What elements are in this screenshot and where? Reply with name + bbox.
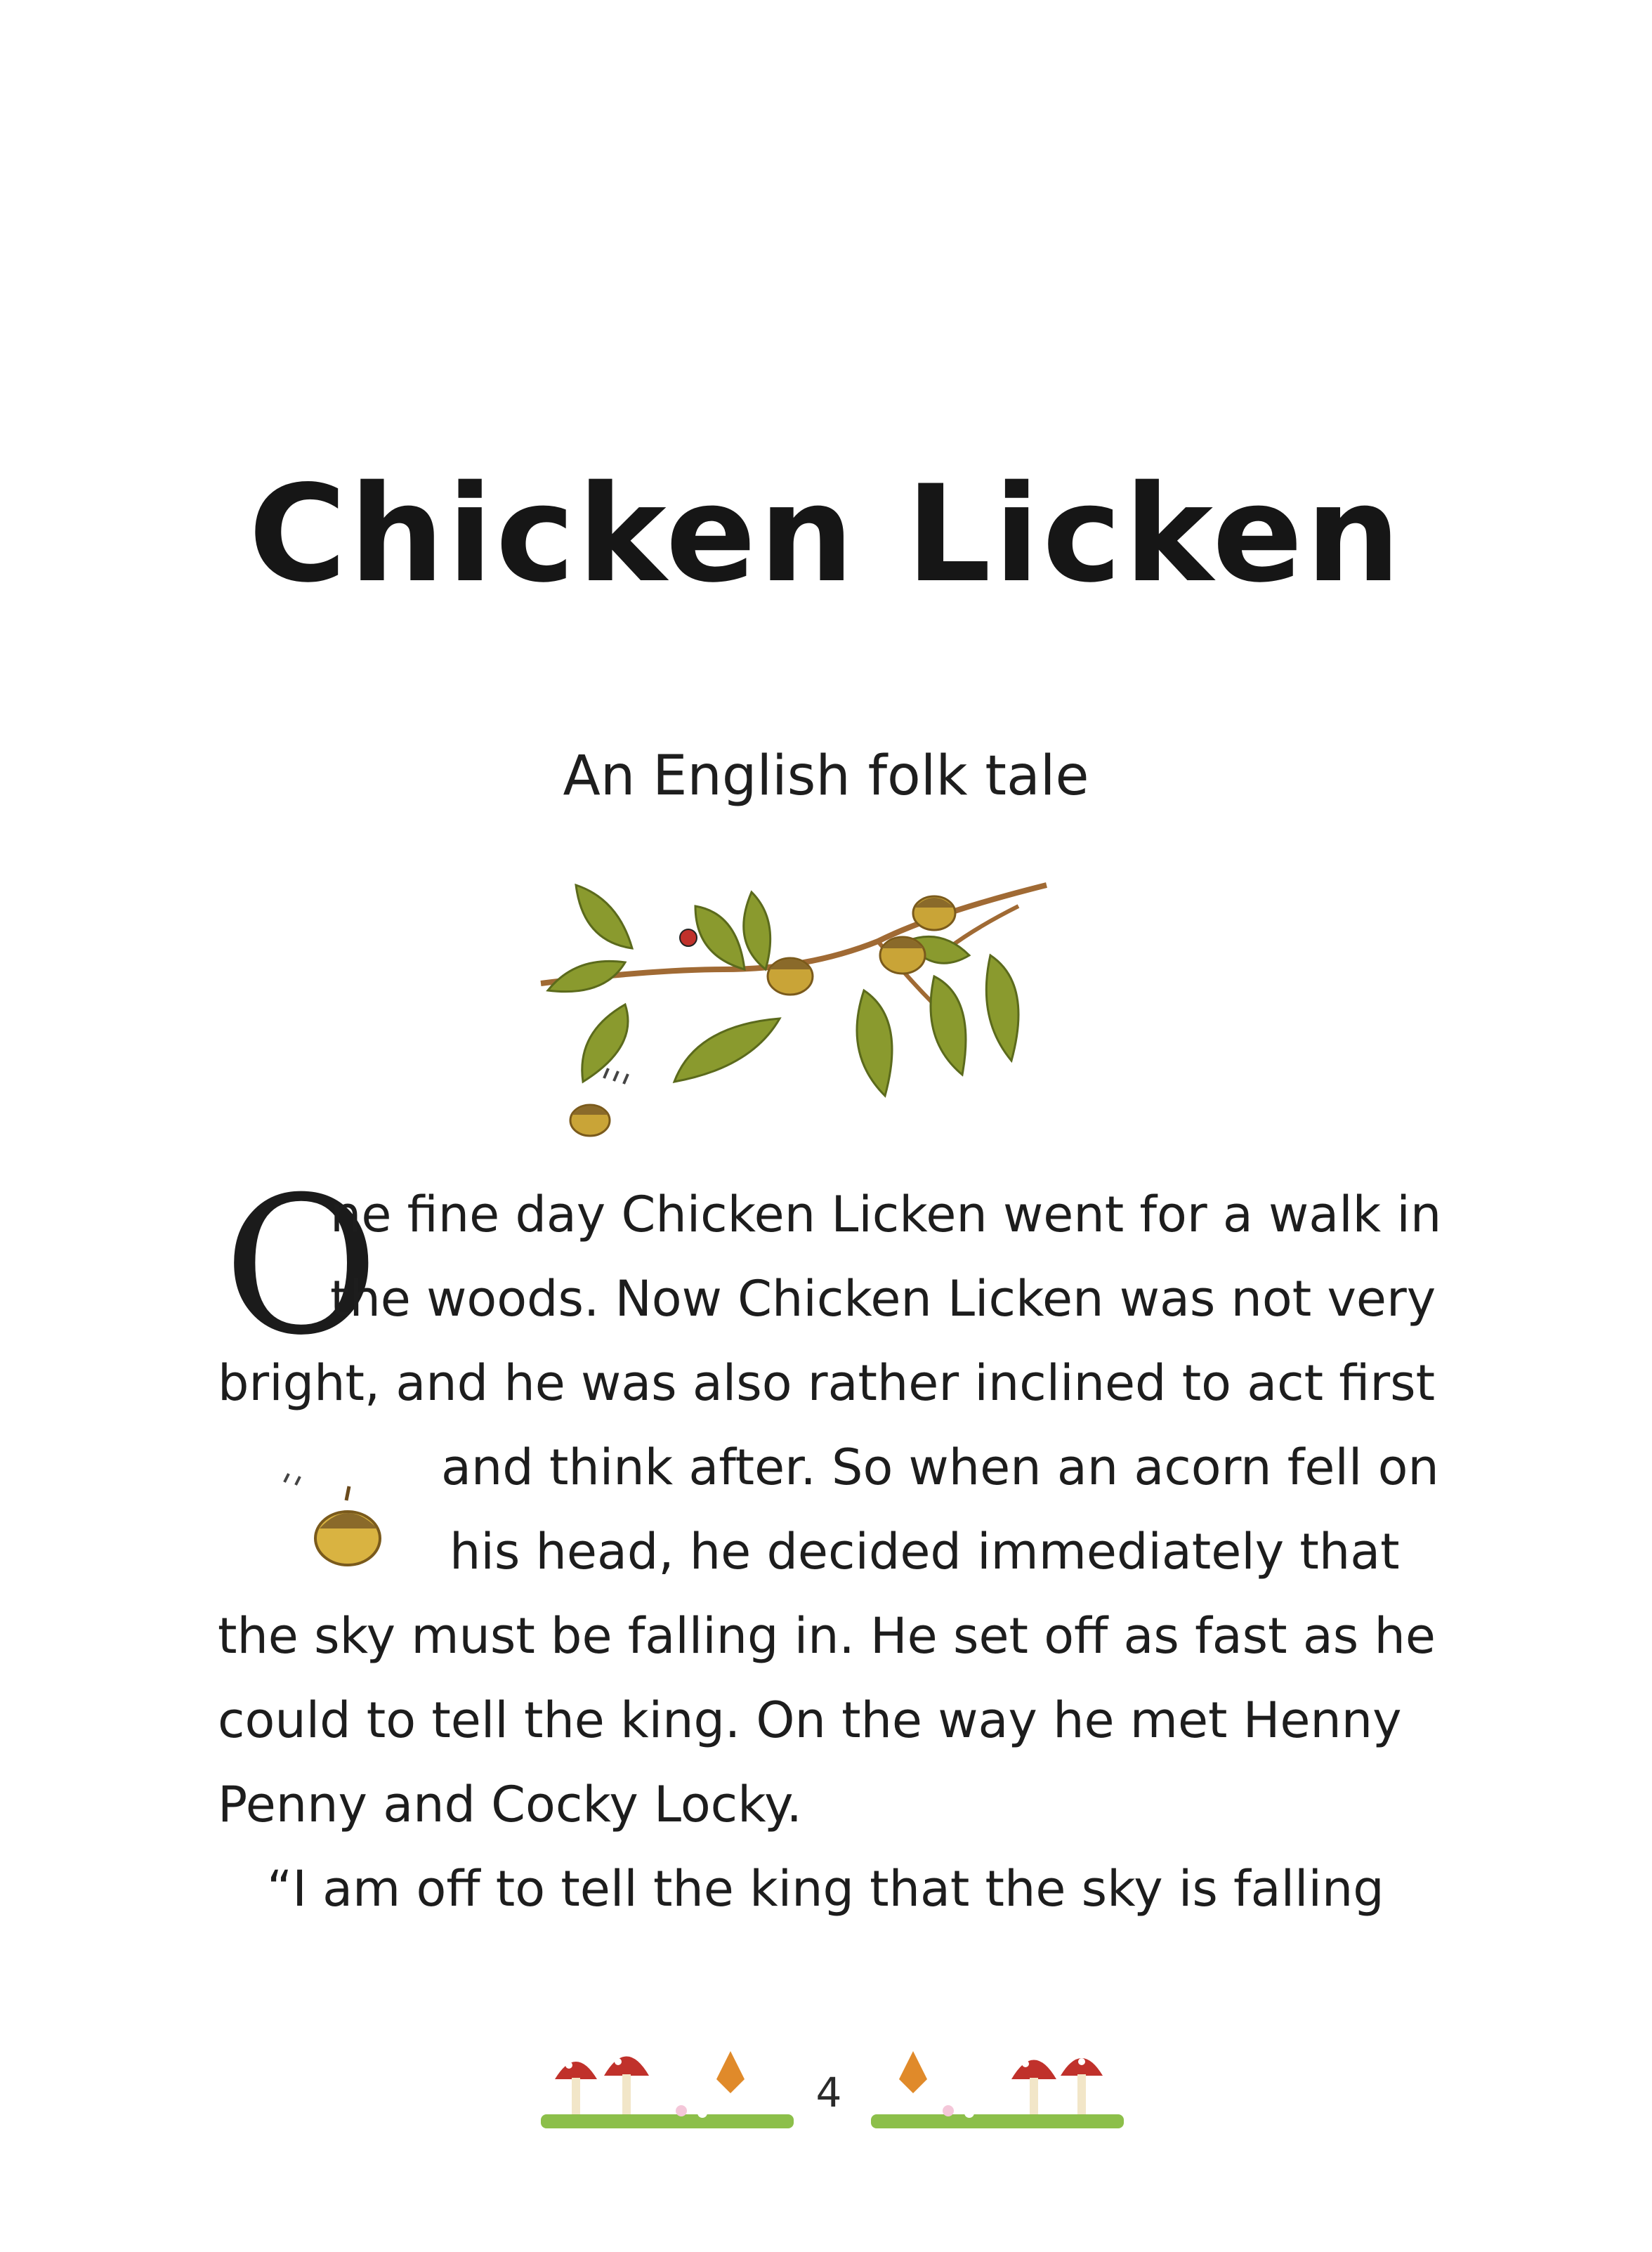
story-line: could to tell the king. On the way he met Henny [218, 1691, 1402, 1749]
story-line: the sky must be falling in. He set off as fast as he [218, 1607, 1436, 1665]
mushroom-butterfly-icon [871, 2037, 1124, 2135]
story-line: bright, and he was also rather inclined to act first [218, 1354, 1436, 1412]
page-title: Chicken Licken [248, 457, 1404, 612]
page-number: 4 [815, 2069, 842, 2116]
mushroom-butterfly-icon [541, 2037, 794, 2135]
story-line: Penny and Cocky Locky. [218, 1776, 802, 1833]
acorn-icon [277, 1461, 404, 1587]
story-line: ne fine day Chicken Licken went for a walk in [330, 1186, 1442, 1243]
drop-cap: O [223, 1156, 379, 1377]
story-line: “I am off to tell the king that the sky is falling [267, 1860, 1384, 1918]
page-subtitle: An English folk tale [563, 745, 1089, 808]
story-line: and think after. So when an acorn fell on [441, 1439, 1439, 1496]
story-line: the woods. Now Chicken Licken was not very [330, 1270, 1436, 1328]
story-line: his head, he decided immediately that [450, 1523, 1400, 1580]
